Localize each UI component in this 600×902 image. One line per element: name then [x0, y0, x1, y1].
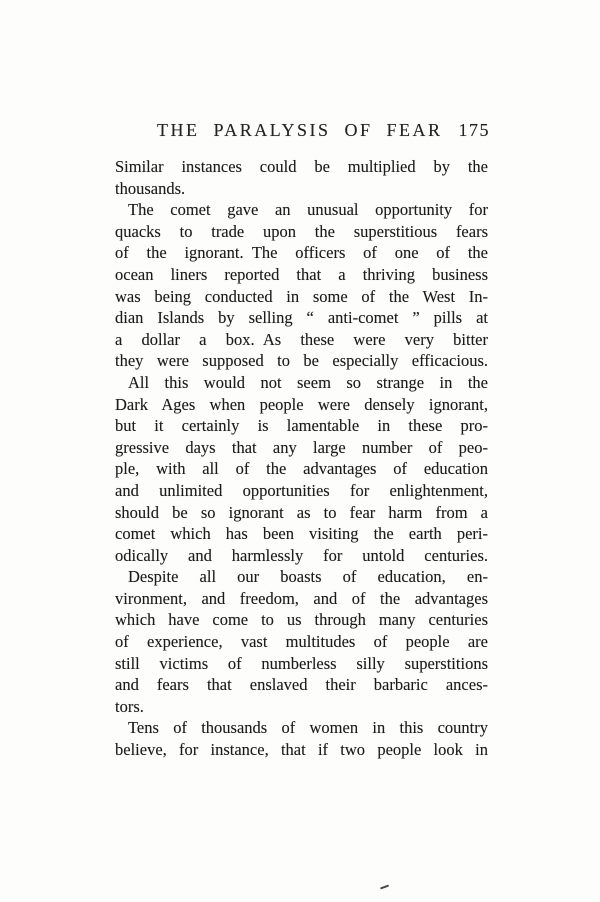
page-header	[137, 120, 510, 141]
page-number: 175	[458, 120, 491, 140]
text-line: believe, for instance, that if two people look in	[115, 740, 488, 760]
running-title: THE PARALYSIS OF FEAR	[156, 120, 443, 140]
text-line: vironment, and freedom, and of the advantages	[115, 588, 488, 608]
text-line: odically and harmlessly for untold centuries.	[115, 545, 488, 565]
text-line: ocean liners reported that a thriving business	[115, 264, 488, 284]
text-line: Tens of thousands of women in this country	[128, 718, 488, 738]
text-line: comet which has been visiting the earth peri-	[115, 524, 488, 544]
text-line: gressive days that any large number of peo-	[115, 437, 488, 457]
text-line: tors.	[115, 696, 144, 716]
text-line: Despite all our boasts of education, en-	[128, 567, 488, 587]
text-line: Dark Ages when people were densely ignorant,	[115, 394, 488, 414]
text-line: The comet gave an unusual opportunity for	[128, 200, 488, 220]
text-line: thousands.	[115, 178, 186, 198]
text-line: of the ignorant. The officers of one of the	[115, 243, 488, 263]
text-line: was being conducted in some of the West In-	[115, 286, 488, 306]
text-line: which have come to us through many centuries	[115, 610, 488, 630]
text-line: and unlimited opportunities for enlightenment,	[115, 480, 488, 500]
text-line: still victims of numberless silly superstitions	[115, 653, 488, 673]
text-line: but it certainly is lamentable in these pro-	[115, 416, 488, 436]
text-line: of experience, vast multitudes of people are	[115, 632, 488, 652]
scan-ink-mark	[380, 885, 389, 890]
text-line: quacks to trade upon the superstitious fears	[115, 221, 488, 241]
text-block	[115, 156, 488, 761]
text-line: All this would not seem so strange in the	[128, 372, 488, 392]
text-line: Similar instances could be multiplied by the	[115, 157, 488, 176]
text-line: they were supposed to be especially efficacious.	[115, 351, 488, 371]
text-line: a dollar a box. As these were very bitter	[115, 329, 488, 349]
text-line: dian Islands by selling “ anti-comet ” pills at	[115, 308, 488, 328]
text-line: ple, with all of the advantages of education	[115, 459, 488, 479]
text-line: should be so ignorant as to fear harm from a	[115, 502, 488, 522]
text-line: and fears that enslaved their barbaric ances-	[115, 675, 488, 695]
